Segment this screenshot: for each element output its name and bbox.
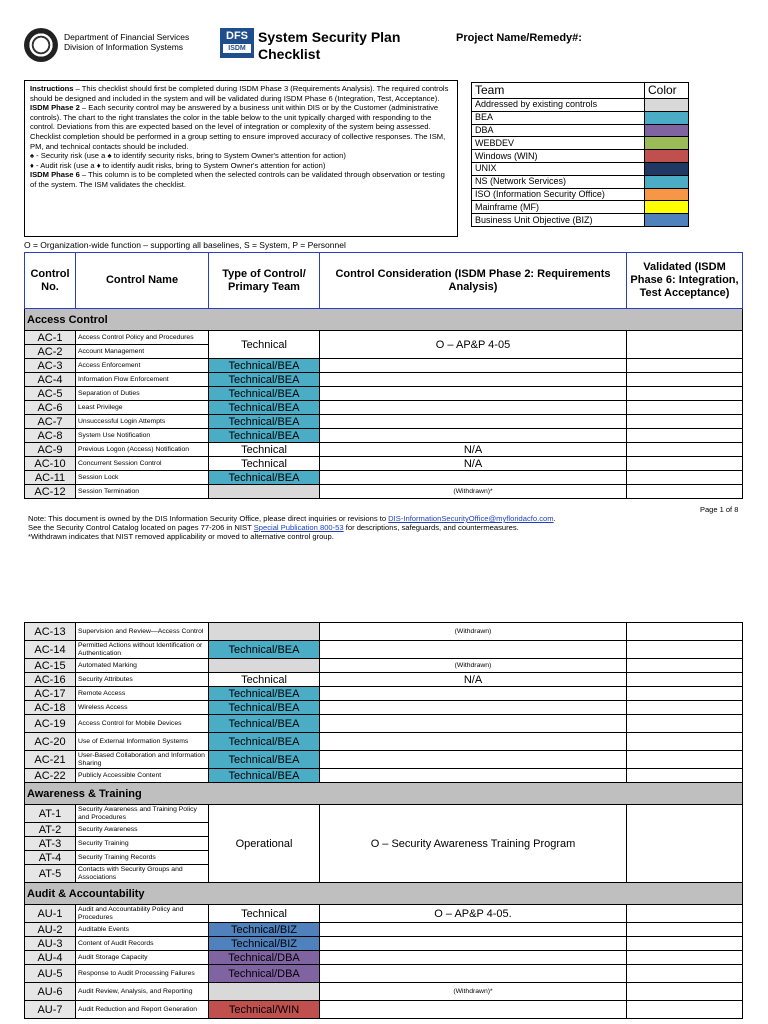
validated-cell[interactable] xyxy=(627,983,743,1001)
legend-team: Addressed by existing controls xyxy=(472,99,645,112)
table-row xyxy=(25,805,743,823)
control-type: Technical/BEA xyxy=(209,687,320,701)
control-no: AU-6 xyxy=(25,983,76,1001)
legend-team: UNIX xyxy=(472,162,645,175)
control-name: Security Attributes xyxy=(76,673,209,687)
audit-risk-line: ♦ - Audit risk (use a ♦ to identify audit risks, bring to System Owner's attention for action) xyxy=(30,160,326,170)
control-name: Audit Storage Capacity xyxy=(76,951,209,965)
control-name: Wireless Access xyxy=(76,701,209,715)
control-no: AC-14 xyxy=(25,641,76,659)
control-consideration: (Withdrawn) xyxy=(320,623,627,641)
validated-cell[interactable] xyxy=(627,359,743,373)
control-type: Technical/BEA xyxy=(209,641,320,659)
table-row xyxy=(25,401,743,415)
control-consideration: O – Security Awareness Training Program xyxy=(320,805,627,883)
note-line-1-post: . xyxy=(553,514,556,523)
nist-sp-link[interactable]: Special Publication 800-53 xyxy=(253,522,344,532)
control-consideration xyxy=(320,965,627,983)
control-type: Technical xyxy=(209,331,320,359)
control-type: Technical/BEA xyxy=(209,429,320,443)
title-line-2: Checklist xyxy=(258,46,321,62)
legend-team: Mainframe (MF) xyxy=(472,201,645,214)
control-type: Technical/DBA xyxy=(209,951,320,965)
control-type: Technical/BEA xyxy=(209,373,320,387)
control-name: Session Termination xyxy=(76,485,209,499)
validated-cell[interactable] xyxy=(627,401,743,415)
table-row xyxy=(25,359,743,373)
control-no: AC-18 xyxy=(25,701,76,715)
control-consideration xyxy=(320,715,627,733)
control-no: AC-12 xyxy=(25,485,76,499)
validated-cell[interactable] xyxy=(627,687,743,701)
table-row xyxy=(25,373,743,387)
control-type: Technical/BEA xyxy=(209,471,320,485)
control-no: AC-11 xyxy=(25,471,76,485)
control-name: Use of External Information Systems xyxy=(76,733,209,751)
control-name: Auditable Events xyxy=(76,923,209,937)
legend-row xyxy=(472,162,689,175)
control-type: Technical/BEA xyxy=(209,701,320,715)
table-row xyxy=(25,485,743,499)
table-row xyxy=(25,701,743,715)
validated-cell[interactable] xyxy=(627,641,743,659)
control-consideration: N/A xyxy=(320,443,627,457)
table-row xyxy=(25,951,743,965)
legend-color-swatch xyxy=(645,111,689,124)
section-title: Awareness & Training xyxy=(25,783,743,805)
col-header-consideration: Control Consideration (ISDM Phase 2: Requirements Analysis) xyxy=(320,253,627,309)
control-name: Remote Access xyxy=(76,687,209,701)
validated-cell[interactable] xyxy=(627,701,743,715)
validated-cell[interactable] xyxy=(627,937,743,951)
control-no: AC-1 xyxy=(25,331,76,345)
instructions-box xyxy=(24,80,458,237)
control-name: Access Control for Mobile Devices xyxy=(76,715,209,733)
legend-team-header: Team xyxy=(472,83,645,99)
control-no: AC-15 xyxy=(25,659,76,673)
validated-cell[interactable] xyxy=(627,623,743,641)
table-row xyxy=(25,715,743,733)
control-type xyxy=(209,659,320,673)
control-no: AC-17 xyxy=(25,687,76,701)
table-row xyxy=(25,415,743,429)
control-no: AC-4 xyxy=(25,373,76,387)
section-title: Access Control xyxy=(25,309,743,331)
control-consideration xyxy=(320,687,627,701)
validated-cell[interactable] xyxy=(627,951,743,965)
legend-team: WEBDEV xyxy=(472,137,645,150)
section-row-access-control xyxy=(25,309,743,331)
legend-color-swatch xyxy=(645,188,689,201)
document-note xyxy=(28,515,748,541)
control-consideration: (Withdrawn)* xyxy=(320,485,627,499)
control-no: AU-2 xyxy=(25,923,76,937)
table-row xyxy=(25,641,743,659)
validated-cell[interactable] xyxy=(627,485,743,499)
instructions-para-1 xyxy=(30,84,452,103)
control-name: Publicly Accessible Content xyxy=(76,769,209,783)
validated-cell[interactable] xyxy=(627,331,743,359)
validated-cell[interactable] xyxy=(627,387,743,401)
table-row xyxy=(25,429,743,443)
note-line-2-post: for descriptions, safeguards, and countermeasures. xyxy=(343,522,519,532)
control-name: Audit and Accountability Policy and Procedures xyxy=(76,905,209,923)
control-no: AC-20 xyxy=(25,733,76,751)
control-name: Automated Marking xyxy=(76,659,209,673)
legend-team: Business Unit Objective (BIZ) xyxy=(472,214,645,227)
table-row xyxy=(25,965,743,983)
page-number: Page 1 of 8 xyxy=(700,505,739,514)
control-type: Operational xyxy=(209,805,320,883)
control-type: Technical/WIN xyxy=(209,1001,320,1019)
validated-cell[interactable] xyxy=(627,457,743,471)
control-name: Response to Audit Processing Failures xyxy=(76,965,209,983)
control-no: AU-3 xyxy=(25,937,76,951)
control-type: Technical/BEA xyxy=(209,401,320,415)
control-consideration xyxy=(320,1001,627,1019)
control-no: AT-2 xyxy=(25,823,76,837)
control-consideration: (Withdrawn)* xyxy=(320,983,627,1001)
control-consideration xyxy=(320,923,627,937)
control-name: Audit Review, Analysis, and Reporting xyxy=(76,983,209,1001)
col-header-control-no: Control No. xyxy=(25,253,76,309)
control-no: AC-13 xyxy=(25,623,76,641)
table-row xyxy=(25,331,743,345)
table-row xyxy=(25,673,743,687)
instructions-label: Instructions xyxy=(30,84,74,93)
control-consideration xyxy=(320,401,627,415)
control-consideration: O – AP&P 4-05. xyxy=(320,905,627,923)
legend-color-header: Color xyxy=(645,83,689,99)
control-type xyxy=(209,983,320,1001)
title-line-1: System Security Plan xyxy=(258,29,401,45)
security-risk-line: ♠ - Security risk (use a ♠ to identify security risks, bring to System Owner's attention for action) xyxy=(30,151,346,161)
control-no: AC-22 xyxy=(25,769,76,783)
control-no: AC-3 xyxy=(25,359,76,373)
department-name xyxy=(64,32,189,52)
control-no: AT-1 xyxy=(25,805,76,823)
team-color-legend xyxy=(471,82,689,227)
table-header-row xyxy=(25,253,743,309)
dept-line-1: Department of Financial Services xyxy=(64,32,190,42)
control-consideration xyxy=(320,937,627,951)
validated-cell[interactable] xyxy=(627,659,743,673)
section-title: Audit & Accountability xyxy=(25,883,743,905)
legend-color-swatch xyxy=(645,99,689,112)
control-name: Session Lock xyxy=(76,471,209,485)
control-type: Technical/BIZ xyxy=(209,923,320,937)
control-name: Least Privilege xyxy=(76,401,209,415)
control-consideration xyxy=(320,641,627,659)
note-line-1-pre: Note: This document is owned by the DIS Information Security Office, please direct inquiries or revisions to xyxy=(28,514,389,523)
validated-cell[interactable] xyxy=(627,751,743,769)
state-seal-logo xyxy=(24,28,58,62)
control-type: Technical/BEA xyxy=(209,751,320,769)
table-row xyxy=(25,923,743,937)
control-consideration: N/A xyxy=(320,673,627,687)
control-type: Technical/BEA xyxy=(209,715,320,733)
control-type xyxy=(209,485,320,499)
control-no: AC-19 xyxy=(25,715,76,733)
control-no: AU-7 xyxy=(25,1001,76,1019)
table-row xyxy=(25,471,743,485)
validated-cell[interactable] xyxy=(627,429,743,443)
controls-table-page-2 xyxy=(24,622,743,1019)
controls-table-page-1 xyxy=(24,252,743,499)
validated-cell[interactable] xyxy=(627,1001,743,1019)
control-name: Account Management xyxy=(76,345,209,359)
control-type: Technical xyxy=(209,673,320,687)
control-name: Information Flow Enforcement xyxy=(76,373,209,387)
control-consideration xyxy=(320,769,627,783)
control-name: Content of Audit Records xyxy=(76,937,209,951)
phase2-label: ISDM Phase 2 xyxy=(30,103,80,113)
project-name-label: Project Name/Remedy#: xyxy=(456,32,582,44)
control-name: Access Control Policy and Procedures xyxy=(76,331,209,345)
validated-cell[interactable] xyxy=(627,923,743,937)
control-type: Technical/BIZ xyxy=(209,937,320,951)
control-name: Previous Logon (Access) Notification xyxy=(76,443,209,457)
dept-line-2: Division of Information Systems xyxy=(64,42,184,52)
control-name: Security Awareness and Training Policy and Procedures xyxy=(76,805,209,823)
control-consideration xyxy=(320,373,627,387)
legend-row xyxy=(472,111,689,124)
control-no: AU-5 xyxy=(25,965,76,983)
section-row-awareness-training xyxy=(25,783,743,805)
section-row-audit-accountability xyxy=(25,883,743,905)
legend-color-swatch xyxy=(645,175,689,188)
instructions-text-1: – This checklist should first be completed during ISDM Phase 3 (Requirements Analysis). The required controls should be designed and included in the system and will be validated during ISDM Phase 6 (Integration, Test, Acceptance). xyxy=(30,84,449,103)
control-no: AC-5 xyxy=(25,387,76,401)
table-row xyxy=(25,687,743,701)
table-row xyxy=(25,387,743,401)
legend-header-row xyxy=(472,83,689,99)
instructions-para-2 xyxy=(30,103,452,151)
control-type: Technical/BEA xyxy=(209,415,320,429)
note-line-2-pre: See the Security Control Catalog located on pages 77-206 in NIST xyxy=(28,522,254,532)
control-consideration xyxy=(320,359,627,373)
validated-cell[interactable] xyxy=(627,769,743,783)
table-row xyxy=(25,457,743,471)
control-consideration xyxy=(320,387,627,401)
table-row xyxy=(25,937,743,951)
col-header-type: Type of Control/ Primary Team xyxy=(209,253,320,309)
control-type xyxy=(209,623,320,641)
control-type: Technical xyxy=(209,443,320,457)
control-name: Separation of Duties xyxy=(76,387,209,401)
legend-team: Windows (WIN) xyxy=(472,150,645,163)
control-type: Technical/DBA xyxy=(209,965,320,983)
control-consideration: (Withdrawn) xyxy=(320,659,627,673)
instructions-text-5: – This column is to be completed when the selected controls can be validated through observation or testing of the system. The ISM validates the checklist. xyxy=(30,170,445,189)
legend-color-swatch xyxy=(645,150,689,163)
control-name: Contacts with Security Groups and Associations xyxy=(76,865,209,883)
control-no: AC-9 xyxy=(25,443,76,457)
table-row xyxy=(25,751,743,769)
validated-cell[interactable] xyxy=(627,715,743,733)
control-no: AU-1 xyxy=(25,905,76,923)
control-consideration xyxy=(320,471,627,485)
control-no: AC-7 xyxy=(25,415,76,429)
control-type: Technical xyxy=(209,457,320,471)
control-name: User-Based Collaboration and Information Sharing xyxy=(76,751,209,769)
legend-color-swatch xyxy=(645,124,689,137)
legend-row xyxy=(472,175,689,188)
control-consideration xyxy=(320,701,627,715)
legend-color-swatch xyxy=(645,214,689,227)
legend-row xyxy=(472,201,689,214)
validated-cell[interactable] xyxy=(627,415,743,429)
control-no: AC-2 xyxy=(25,345,76,359)
validated-cell[interactable] xyxy=(627,965,743,983)
control-consideration xyxy=(320,733,627,751)
table-row xyxy=(25,905,743,923)
control-no: AU-4 xyxy=(25,951,76,965)
control-consideration: N/A xyxy=(320,457,627,471)
control-type: Technical/BEA xyxy=(209,359,320,373)
table-row xyxy=(25,623,743,641)
iso-email-link[interactable]: DIS-InformationSecurityOffice@myfloridacfo.com xyxy=(388,514,554,523)
document-title xyxy=(258,29,400,63)
legend-row xyxy=(472,150,689,163)
control-no: AC-8 xyxy=(25,429,76,443)
control-consideration xyxy=(320,429,627,443)
control-consideration xyxy=(320,751,627,769)
control-consideration xyxy=(320,415,627,429)
validated-cell[interactable] xyxy=(627,471,743,485)
dfs-isdm-logo xyxy=(220,28,254,58)
legend-row xyxy=(472,137,689,150)
legend-row xyxy=(472,214,689,227)
legend-color-swatch xyxy=(645,201,689,214)
logo-text: DFS xyxy=(226,30,248,42)
control-name: Security Awareness xyxy=(76,823,209,837)
legend-team: NS (Network Services) xyxy=(472,175,645,188)
legend-row xyxy=(472,188,689,201)
legend-team: DBA xyxy=(472,124,645,137)
validated-cell[interactable] xyxy=(627,733,743,751)
validated-cell[interactable] xyxy=(627,805,743,883)
table-row xyxy=(25,983,743,1001)
legend-row xyxy=(472,124,689,137)
col-header-validated: Validated (ISDM Phase 6: Integration, Test Acceptance) xyxy=(627,253,743,309)
validated-cell[interactable] xyxy=(627,373,743,387)
control-no: AT-5 xyxy=(25,865,76,883)
table-row xyxy=(25,769,743,783)
control-type: Technical/BEA xyxy=(209,769,320,783)
control-no: AC-10 xyxy=(25,457,76,471)
instructions-para-5 xyxy=(30,170,452,189)
legend-row xyxy=(472,99,689,112)
control-no: AC-21 xyxy=(25,751,76,769)
legend-color-swatch xyxy=(645,162,689,175)
control-name: Permitted Actions without Identification or Authentication xyxy=(76,641,209,659)
control-consideration xyxy=(320,951,627,965)
col-header-control-name: Control Name xyxy=(76,253,209,309)
control-type: Technical/BEA xyxy=(209,387,320,401)
table-row xyxy=(25,1001,743,1019)
instructions-text-2: – Each security control may be answered by a business unit within DIS or by the Customer (administrative controls). The chart to the right translates the color in the table below to the unit typically charged with responding to the control. Deviations from this are expected based on the level of integration or complexity of the system being assessed. Checklist completion should be performed in a group setting to ensure improved accuracy of collective responses. The ISM, PM, and technical contacts should be included. xyxy=(30,103,446,151)
control-name: Security Training Records xyxy=(76,851,209,865)
control-name: Supervision and Review—Access Control xyxy=(76,623,209,641)
control-name: Audit Reduction and Report Generation xyxy=(76,1001,209,1019)
validated-cell[interactable] xyxy=(627,905,743,923)
control-name: Concurrent Session Control xyxy=(76,457,209,471)
validated-cell[interactable] xyxy=(627,673,743,687)
logo-sub: ISDM xyxy=(223,44,251,53)
control-name: Security Training xyxy=(76,837,209,851)
validated-cell[interactable] xyxy=(627,443,743,457)
baseline-legend-note: O = Organization-wide function – supporting all baselines, S = System, P = Personnel xyxy=(24,240,346,250)
control-type: Technical xyxy=(209,905,320,923)
table-row xyxy=(25,733,743,751)
phase6-label: ISDM Phase 6 xyxy=(30,170,80,180)
control-no: AT-4 xyxy=(25,851,76,865)
control-name: Unsuccessful Login Attempts xyxy=(76,415,209,429)
note-line-3: *Withdrawn indicates that NIST removed applicability or moved to alternative control group. xyxy=(28,531,334,541)
control-no: AC-16 xyxy=(25,673,76,687)
page-header xyxy=(24,24,744,64)
legend-color-swatch xyxy=(645,137,689,150)
control-no: AT-3 xyxy=(25,837,76,851)
table-row xyxy=(25,659,743,673)
table-row xyxy=(25,443,743,457)
control-no: AC-6 xyxy=(25,401,76,415)
control-name: Access Enforcement xyxy=(76,359,209,373)
legend-team: BEA xyxy=(472,111,645,124)
legend-team: ISO (Information Security Office) xyxy=(472,188,645,201)
control-consideration: O – AP&P 4-05 xyxy=(320,331,627,359)
control-type: Technical/BEA xyxy=(209,733,320,751)
control-name: System Use Notification xyxy=(76,429,209,443)
